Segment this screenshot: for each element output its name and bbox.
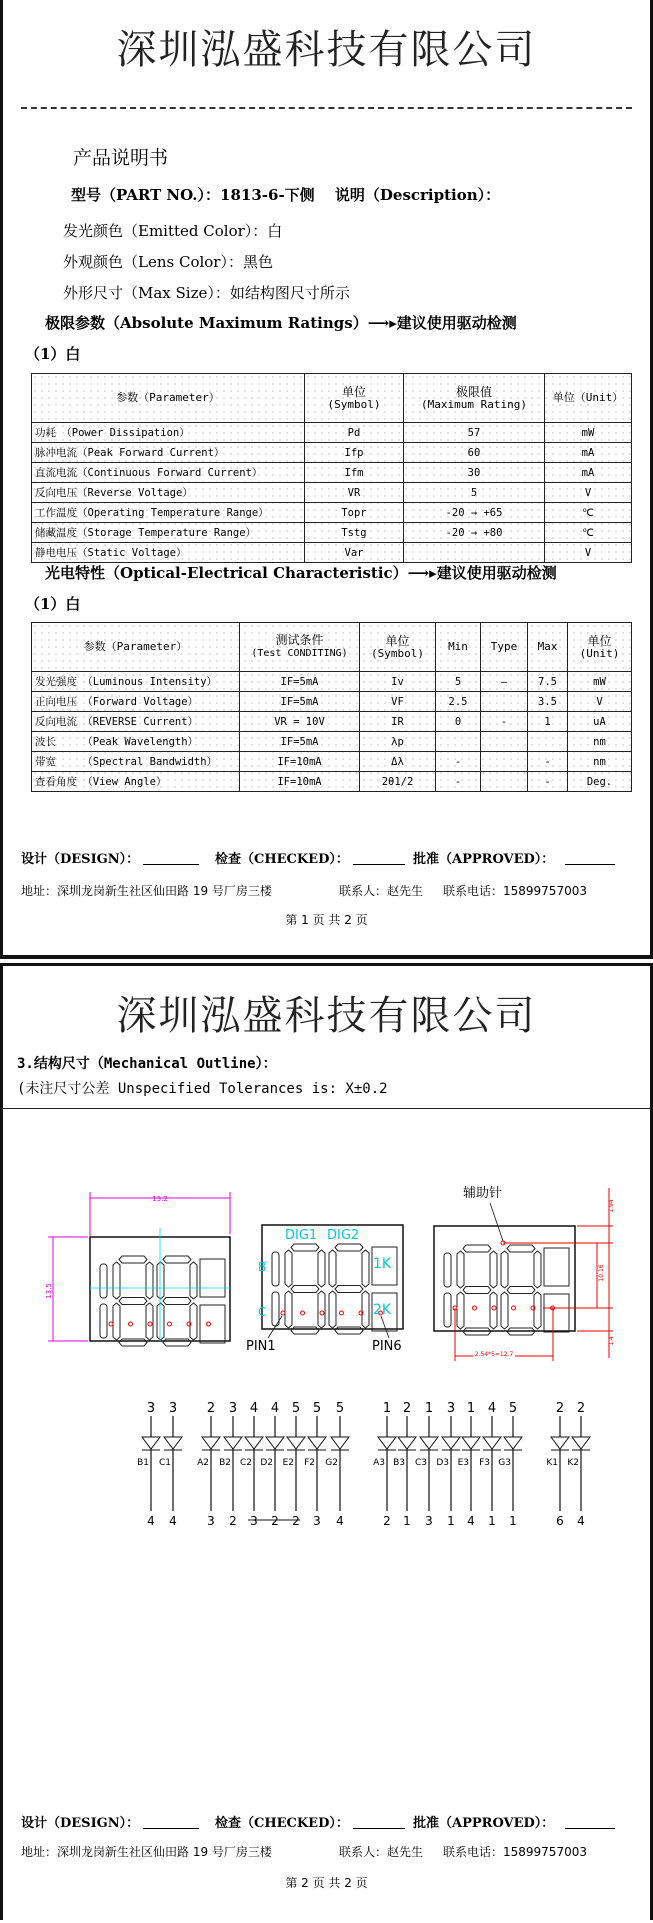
segment-label: B1 xyxy=(137,1458,149,1468)
pin-top-number: 2 xyxy=(576,1401,586,1416)
header-unit xyxy=(568,623,632,672)
cell-parameter: 静电电压（Static Voltage） xyxy=(32,543,305,563)
diode-e2 xyxy=(283,1401,305,1528)
diode-triangle-icon xyxy=(462,1437,480,1449)
cell-value: ℃ xyxy=(545,523,632,543)
cell-parameter: 工作温度（Operating Temperature Range） xyxy=(32,503,305,523)
mechanical-drawing xyxy=(3,966,650,1923)
pin-bottom-number: 1 xyxy=(509,1514,517,1528)
table-row xyxy=(32,423,632,443)
cell-value: - xyxy=(528,772,568,792)
pin-bottom-number: 1 xyxy=(403,1514,411,1528)
k2-label: 2K xyxy=(372,1302,392,1318)
cell-value: Ifp xyxy=(305,443,404,463)
diode-triangle-icon xyxy=(142,1437,160,1449)
pin-bottom-number: 4 xyxy=(336,1514,344,1528)
dim-top: 1.94 xyxy=(608,1199,615,1213)
header-divider xyxy=(21,107,632,109)
cell-value: VR = 10V xyxy=(240,712,360,732)
segment-label: F3 xyxy=(479,1458,490,1468)
cell-value: nm xyxy=(568,732,632,752)
cell-value: IF=10mA xyxy=(240,772,360,792)
oe-note: 建议使用驱动检测 xyxy=(436,564,557,582)
page-number: 第 1 页 共 2 页 xyxy=(285,913,368,927)
cell-value: Var xyxy=(305,543,404,563)
diode-b2 xyxy=(219,1401,242,1528)
arrow-right-icon: ⟶▸ xyxy=(367,314,397,332)
oe-heading-text: 光电特性（Optical-Electrical Characteristic） xyxy=(45,564,408,582)
table-row xyxy=(32,503,632,523)
diode-triangle-icon xyxy=(442,1437,460,1449)
diode-g3 xyxy=(498,1401,522,1528)
diode-c3 xyxy=(415,1401,438,1528)
segment-label: B3 xyxy=(393,1458,405,1468)
cell-value: IF=5mA xyxy=(240,692,360,712)
pitch-dimension: 2.54*5=12.7 xyxy=(474,1351,514,1358)
cell-value: V xyxy=(545,543,632,563)
diode-triangle-icon xyxy=(266,1437,284,1449)
approved-label: 批准（APPROVED）： xyxy=(413,1816,555,1831)
pin-top-number: 3 xyxy=(446,1401,456,1416)
header-symbol xyxy=(360,623,436,672)
segment-label: E3 xyxy=(457,1458,469,1468)
cell-value: VF xyxy=(360,692,436,712)
cell-parameter: 功耗 （Power Dissipation） xyxy=(32,423,305,443)
header-max: Max xyxy=(528,623,568,672)
dig1-label: DIG1 xyxy=(285,1228,318,1243)
phone: 联系电话：15899757003 xyxy=(443,884,587,898)
side-dimension-view xyxy=(434,1188,613,1361)
cell-value: λp xyxy=(360,732,436,752)
diode-triangle-icon xyxy=(378,1437,396,1449)
cell-value: 30 xyxy=(404,463,545,483)
segment-label: G3 xyxy=(498,1458,511,1468)
phone: 联系电话：15899757003 xyxy=(443,1845,587,1859)
header-max-en: (Maximum Rating) xyxy=(421,397,527,411)
segment-label: C2 xyxy=(239,1458,252,1468)
segment-label: A3 xyxy=(373,1458,385,1468)
oe-table xyxy=(31,622,632,792)
header-min: Min xyxy=(436,623,481,672)
max-size: 外形尺寸（Max Size）：如结构图尺寸所示 xyxy=(63,284,350,302)
segment-label: B2 xyxy=(219,1458,231,1468)
lens-color: 外观颜色（Lens Color）：黑色 xyxy=(63,253,273,271)
dim-bot: 1.4 xyxy=(608,1336,615,1346)
contact: 联系人：赵先生 xyxy=(339,884,424,898)
header-max-cn: 极限值 xyxy=(455,384,492,399)
table-row xyxy=(32,483,632,503)
pin-schematic xyxy=(137,1401,590,1528)
cell-value: mA xyxy=(545,443,632,463)
header-parameter: 参数（Parameter） xyxy=(32,623,240,672)
pin-top-number: 2 xyxy=(206,1401,216,1416)
cell-value: mW xyxy=(545,423,632,443)
aux-pin-label: 辅助针 xyxy=(463,1186,503,1201)
contact: 联系人：赵先生 xyxy=(339,1845,424,1859)
checked-label: 检查（CHECKED）： xyxy=(215,1816,349,1831)
pin-top-number: 5 xyxy=(335,1401,345,1416)
cell-parameter: 储藏温度（Storage Temperature Range） xyxy=(32,523,305,543)
segment-b-label: B xyxy=(258,1260,267,1274)
table-row xyxy=(32,732,632,752)
cell-value: - xyxy=(436,752,481,772)
segment-label: E2 xyxy=(282,1458,294,1468)
approved-blank xyxy=(565,864,615,865)
diode-c1 xyxy=(159,1401,182,1528)
header-type: Type xyxy=(481,623,528,672)
cell-value: 7.5 xyxy=(528,672,568,692)
pin-bottom-number: 4 xyxy=(577,1514,585,1528)
pin-top-number: 1 xyxy=(466,1401,476,1416)
cell-parameter: 直流电流（Continuous Forward Current） xyxy=(32,463,305,483)
pin-top-number: 5 xyxy=(508,1401,518,1416)
cell-value: Δλ xyxy=(360,752,436,772)
cell-value: mA xyxy=(545,463,632,483)
cell-value: nm xyxy=(568,752,632,772)
table-header-row xyxy=(32,374,632,423)
cell-value xyxy=(481,772,528,792)
cell-parameter: 查看角度 （View Angle） xyxy=(32,772,240,792)
design-label: 设计（DESIGN）： xyxy=(21,1816,140,1831)
diode-triangle-icon xyxy=(551,1437,569,1449)
diode-triangle-icon xyxy=(245,1437,263,1449)
pin6-label: PIN6 xyxy=(372,1339,402,1354)
diode-e3 xyxy=(458,1401,480,1528)
cell-value: 57 xyxy=(404,423,545,443)
header-unit: 单位（Unit） xyxy=(545,374,632,423)
header-symbol-en: (Symbol) xyxy=(371,646,424,660)
segment-c-label: C xyxy=(258,1305,267,1319)
header-symbol-cn: 单位 xyxy=(385,633,410,648)
pin-top-number: 1 xyxy=(382,1401,392,1416)
cell-value: IF=10mA xyxy=(240,752,360,772)
arrow-right-icon: ⟶▸ xyxy=(407,564,437,582)
pin-top-number: 1 xyxy=(424,1401,434,1416)
cell-value: -20 → +80 xyxy=(404,523,545,543)
segment-label: C3 xyxy=(414,1458,427,1468)
diode-d3 xyxy=(436,1401,460,1528)
pin-bottom-number: 2 xyxy=(229,1514,237,1528)
cell-value: Tstg xyxy=(305,523,404,543)
approved-label: 批准（APPROVED）： xyxy=(413,852,555,867)
diode-triangle-icon xyxy=(202,1437,220,1449)
diode-triangle-icon xyxy=(308,1437,326,1449)
pin-bottom-number: 3 xyxy=(425,1514,433,1528)
cell-value: Pd xyxy=(305,423,404,443)
height-dimension: 13.5 xyxy=(45,1283,53,1299)
diode-g2 xyxy=(325,1401,349,1528)
cell-value: ℃ xyxy=(545,503,632,523)
cell-value: 5 xyxy=(404,483,545,503)
cell-value: mW xyxy=(568,672,632,692)
pin-bottom-number: 3 xyxy=(313,1514,321,1528)
diode-triangle-icon xyxy=(398,1437,416,1449)
emitted-color: 发光颜色（Emitted Color）：白 xyxy=(63,222,283,240)
pin-bottom-number: 4 xyxy=(467,1514,475,1528)
design-label: 设计（DESIGN）： xyxy=(21,852,140,867)
dig2-label: DIG2 xyxy=(327,1228,360,1243)
pin-bottom-number: 6 xyxy=(556,1514,564,1528)
cell-parameter: 反向电流 （REVERSE Current） xyxy=(32,712,240,732)
header-symbol-en: (Symbol) xyxy=(327,397,381,411)
table-header-row xyxy=(32,623,632,672)
cell-value: Ifm xyxy=(305,463,404,483)
width-dimension: 13.2 xyxy=(152,1195,168,1203)
diode-triangle-icon xyxy=(287,1437,305,1449)
header-test-cn: 测试条件 xyxy=(275,633,324,647)
diode-triangle-icon xyxy=(224,1437,242,1449)
abs-max-table xyxy=(31,373,632,563)
cell-parameter: 波长 （Peak Wavelength） xyxy=(32,732,240,752)
cell-parameter: 带宽 （Spectral Bandwidth） xyxy=(32,752,240,772)
pin-top-number: 3 xyxy=(228,1401,238,1416)
approved-blank xyxy=(565,1828,615,1829)
cell-value: — xyxy=(481,672,528,692)
pin-top-number: 4 xyxy=(270,1401,280,1416)
cell-value: Iv xyxy=(360,672,436,692)
checked-label: 检查（CHECKED）： xyxy=(215,852,349,867)
section-white-1: （1）白 xyxy=(25,345,81,363)
cell-value: 2.5 xyxy=(436,692,481,712)
front-view-dimensioned xyxy=(48,1192,230,1346)
diode-a2 xyxy=(197,1401,220,1528)
diode-triangle-icon xyxy=(420,1437,438,1449)
cell-value: 3.5 xyxy=(528,692,568,712)
mechanical-outline-heading: 3.结构尺寸（Mechanical Outline）： xyxy=(17,1056,277,1072)
dim-mid: 10.16 xyxy=(598,1264,605,1282)
header-symbol-cn: 单位 xyxy=(341,384,366,399)
segment-label: D3 xyxy=(436,1458,449,1468)
page-number: 第 2 页 共 2 页 xyxy=(285,1876,368,1890)
segment-label: F2 xyxy=(304,1458,315,1468)
pin-bottom-number: 1 xyxy=(447,1514,455,1528)
cell-parameter: 反向电压（Reverse Voltage） xyxy=(32,483,305,503)
segment-label: K2 xyxy=(567,1458,579,1468)
cell-value: Deg. xyxy=(568,772,632,792)
cell-value: VR xyxy=(305,483,404,503)
cell-value xyxy=(481,732,528,752)
checked-blank xyxy=(353,864,405,865)
cell-value: - xyxy=(436,772,481,792)
diode-triangle-icon xyxy=(331,1437,349,1449)
cell-value xyxy=(481,752,528,772)
part-number-line: 型号（PART NO.）：1813-6-下侧 说明（Description）： xyxy=(71,186,501,204)
k1-label: 1K xyxy=(372,1256,392,1272)
pin-bottom-number: 2 xyxy=(292,1514,300,1528)
table-row xyxy=(32,772,632,792)
abs-max-heading-text: 极限参数（Absolute Maximum Ratings） xyxy=(45,314,368,332)
cell-value: IF=5mA xyxy=(240,732,360,752)
table-row xyxy=(32,543,632,563)
abs-max-heading xyxy=(45,312,517,333)
cell-value: 1 xyxy=(528,712,568,732)
doc-title: 产品说明书 xyxy=(73,147,169,169)
cell-value xyxy=(436,732,481,752)
segment-label: C1 xyxy=(158,1458,171,1468)
cell-value: V xyxy=(568,692,632,712)
header-parameter: 参数（Parameter） xyxy=(32,374,305,423)
diode-d2 xyxy=(260,1401,284,1528)
pin-top-number: 2 xyxy=(402,1401,412,1416)
checked-blank xyxy=(353,1828,405,1829)
table-row xyxy=(32,712,632,732)
table-row xyxy=(32,443,632,463)
cell-value: IF=5mA xyxy=(240,672,360,692)
design-blank xyxy=(143,1828,199,1829)
pin-top-number: 3 xyxy=(146,1401,156,1416)
cell-value: 0 xyxy=(436,712,481,732)
header-max-rating xyxy=(404,374,545,423)
cell-value: IR xyxy=(360,712,436,732)
cell-value: 5 xyxy=(436,672,481,692)
diode-b1 xyxy=(137,1401,160,1528)
address: 地址：深圳龙岗新生社区仙田路 19 号厂房三楼 xyxy=(21,1845,272,1859)
abs-max-note: 建议使用驱动检测 xyxy=(396,314,517,332)
cell-value: 60 xyxy=(404,443,545,463)
cell-value: 2θ1/2 xyxy=(360,772,436,792)
cell-value: - xyxy=(528,752,568,772)
diode-b3 xyxy=(393,1401,416,1528)
pin-top-number: 5 xyxy=(312,1401,322,1416)
diode-triangle-icon xyxy=(483,1437,501,1449)
diode-triangle-icon xyxy=(572,1437,590,1449)
tolerance-note: (未注尺寸公差 Unspecified Tolerances is: X±0.2 xyxy=(17,1081,388,1097)
header-unit-en: (Unit) xyxy=(579,646,620,660)
table-row xyxy=(32,463,632,483)
cell-parameter: 正向电压 （Forward Voltage） xyxy=(32,692,240,712)
cell-parameter: 脉冲电流（Peak Forward Current） xyxy=(32,443,305,463)
header-unit-cn: 单位 xyxy=(587,633,612,648)
table-row xyxy=(32,672,632,692)
cell-value: Topr xyxy=(305,503,404,523)
pin-bottom-number: 4 xyxy=(169,1514,177,1528)
oe-heading xyxy=(45,562,557,583)
segment-label: K1 xyxy=(546,1458,558,1468)
diode-k1 xyxy=(546,1401,569,1528)
cell-value: - xyxy=(481,712,528,732)
pin-top-number: 3 xyxy=(168,1401,178,1416)
segment-label: A2 xyxy=(197,1458,209,1468)
header-test-condition xyxy=(240,623,360,672)
table-row xyxy=(32,523,632,543)
cell-value: uA xyxy=(568,712,632,732)
cell-value xyxy=(528,732,568,752)
diode-triangle-icon xyxy=(504,1437,522,1449)
diode-f2 xyxy=(304,1401,326,1528)
pin-bottom-number: 3 xyxy=(250,1514,258,1528)
diode-k2 xyxy=(567,1401,590,1528)
address: 地址：深圳龙岗新生社区仙田路 19 号厂房三楼 xyxy=(21,884,272,898)
pin-top-number: 4 xyxy=(249,1401,259,1416)
page-2 xyxy=(0,963,653,1920)
header-test-en: (Test CONDITING) xyxy=(251,648,348,659)
header-symbol xyxy=(305,374,404,423)
table-row xyxy=(32,692,632,712)
cell-value: V xyxy=(545,483,632,503)
segment-label: G2 xyxy=(325,1458,338,1468)
table-row xyxy=(32,752,632,772)
cell-value: -20 → +65 xyxy=(404,503,545,523)
pin1-label: PIN1 xyxy=(246,1339,276,1354)
segment-label: D2 xyxy=(260,1458,273,1468)
company-title: 深圳泓盛科技有限公司 xyxy=(116,27,537,73)
pin-bottom-number: 4 xyxy=(147,1514,155,1528)
pin-bottom-number: 2 xyxy=(271,1514,279,1528)
company-title: 深圳泓盛科技有限公司 xyxy=(116,993,537,1039)
pin-top-number: 2 xyxy=(555,1401,565,1416)
diode-triangle-icon xyxy=(164,1437,182,1449)
section-white-2: （1）白 xyxy=(25,595,81,613)
cell-value xyxy=(404,543,545,563)
pin-top-number: 4 xyxy=(487,1401,497,1416)
cell-parameter: 发光强度 （Luminous Intensity） xyxy=(32,672,240,692)
pin-bottom-number: 2 xyxy=(383,1514,391,1528)
cell-value xyxy=(481,692,528,712)
pin-top-number: 5 xyxy=(291,1401,301,1416)
pin-bottom-number: 1 xyxy=(488,1514,496,1528)
page-1 xyxy=(0,0,653,959)
pin-bottom-number: 3 xyxy=(207,1514,215,1528)
design-blank xyxy=(143,864,199,865)
